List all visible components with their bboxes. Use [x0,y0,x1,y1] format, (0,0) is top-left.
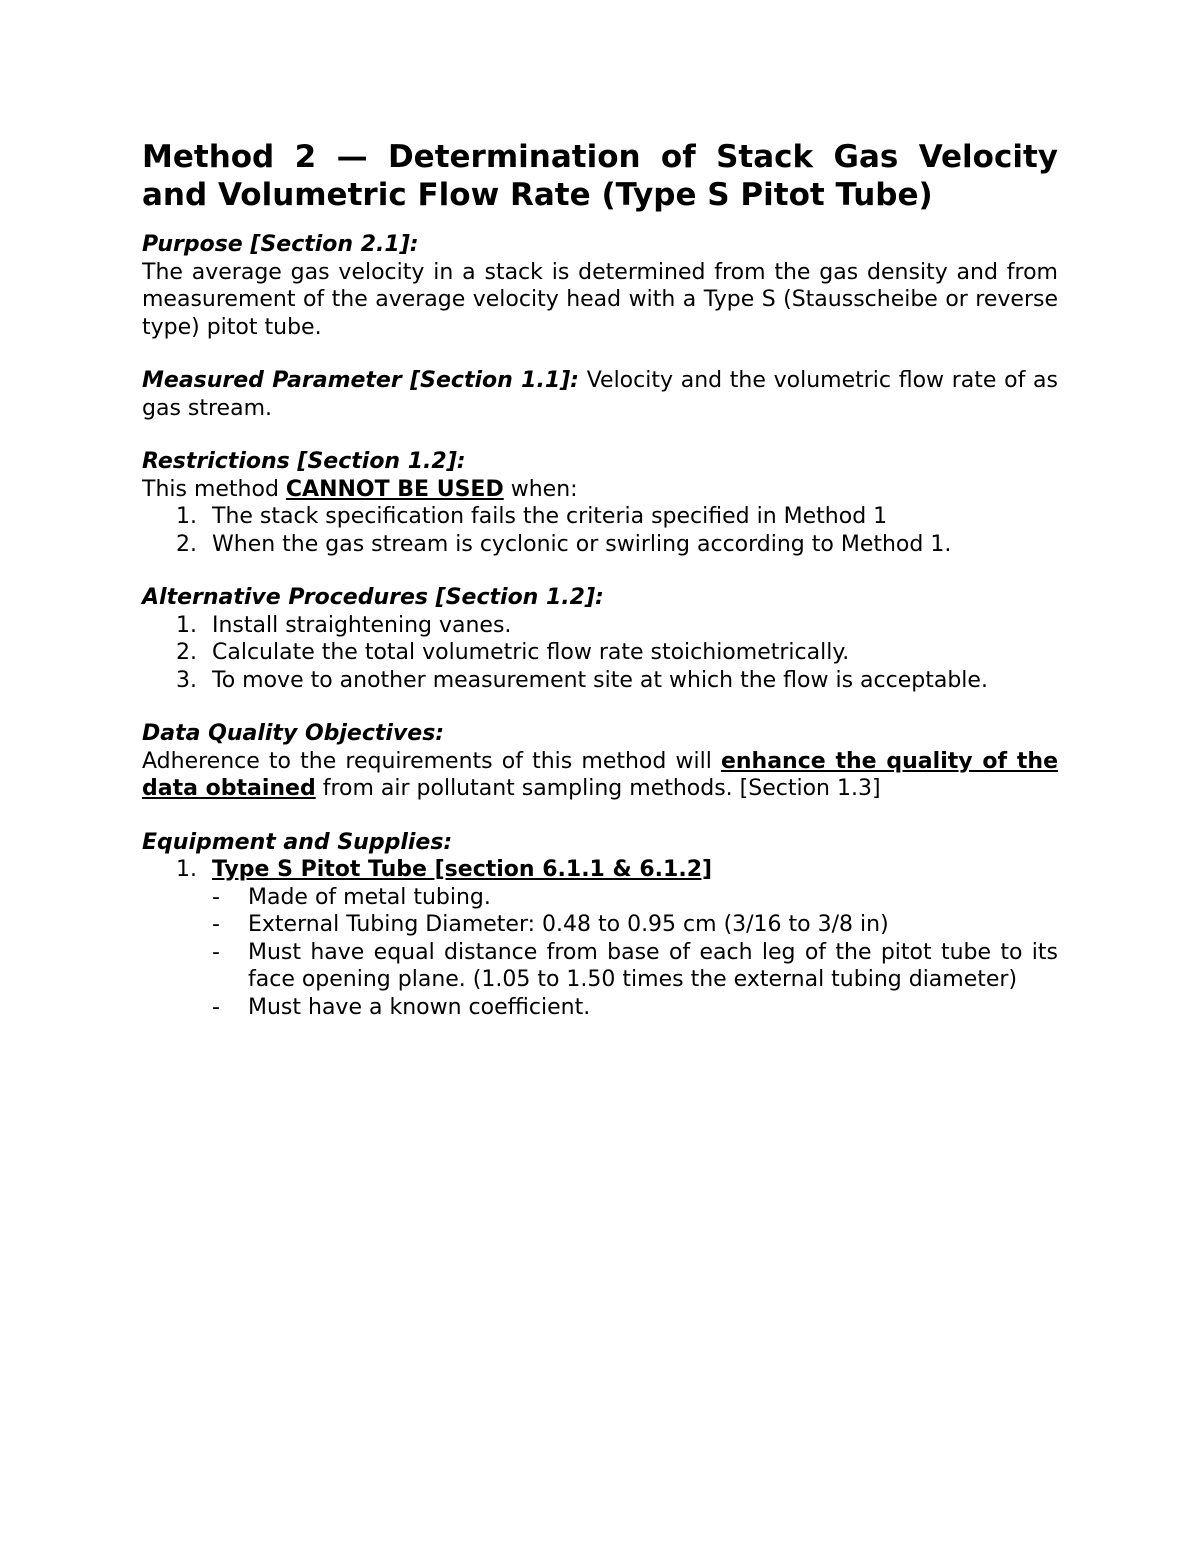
list-item [142,531,1058,559]
equipment-heading: Equipment and Supplies: [142,829,453,855]
equipment-section [142,829,1058,1022]
restrictions-intro-after: when: [503,476,578,502]
equipment-list [142,856,1058,1021]
data-quality-text-before: Adherence to the requirements of this method will [142,748,721,774]
list-item [142,612,1058,640]
bullet-item [142,911,1058,939]
dash-marker: - [212,939,220,965]
restrictions-heading: Restrictions [Section 1.2]: [142,449,466,474]
list-item [142,639,1058,667]
list-item-text: To move to another measurement site at which the flow is acceptable. [212,667,988,693]
list-number: 1. [176,612,197,638]
dash-marker: - [212,912,220,937]
equipment-item-title: Type S Pitot Tube [section 6.1.1 & 6.1.2] [212,857,713,882]
alternative-procedures-section [142,584,1058,694]
data-quality-text [142,748,1058,803]
dash-marker: - [212,994,220,1020]
document-title: Method 2 — Determination of Stack Gas Velocity and Volumetric Flow Rate (Type S Pitot Tube) [142,139,1058,213]
list-item-text: Calculate the total volumetric flow rate stoichiometrically. [212,640,850,665]
list-number: 2. [176,640,197,665]
bullet-text: Must have equal distance from base of each leg of the pitot tube to its face opening plane. (1.05 to 1.50 times the external tubing diameter) [248,939,1058,992]
document-body [142,138,1058,1047]
list-item-text: Install straightening vanes. [212,612,512,638]
list-number: 2. [176,531,197,557]
purpose-section [142,231,1058,341]
alternative-procedures-heading: Alternative Procedures [Section 1.2]: [142,585,604,610]
data-quality-section [142,720,1058,803]
list-item [142,856,1058,1021]
equipment-bullet-list [212,884,1058,1022]
list-number: 1. [176,857,197,882]
restrictions-section [142,448,1058,558]
bullet-text: Must have a known coefficient. [248,994,591,1020]
alternative-procedures-list [142,612,1058,695]
dash-marker: - [212,884,220,910]
purpose-heading: Purpose [Section 2.1]: [142,232,419,257]
data-quality-heading: Data Quality Objectives: [142,721,445,746]
restrictions-intro [142,476,1058,504]
bullet-text: External Tubing Diameter: 0.48 to 0.95 cm (3/16 to 3/8 in) [248,912,889,937]
list-item-text: When the gas stream is cyclonic or swirling according to Method 1. [212,531,952,557]
list-number: 1. [176,504,197,529]
restrictions-emphasis: CANNOT BE USED [285,476,504,502]
list-item [142,667,1058,695]
measured-parameter-heading: Measured Parameter [Section 1.1]: [142,368,579,393]
list-item-text: The stack specification fails the criteria specified in Method 1 [212,504,888,529]
restrictions-intro-before: This method [142,476,286,502]
data-quality-emphasis: enhance the quality of the data obtained [142,748,1058,801]
purpose-text: The average gas velocity in a stack is determined from the gas density and from measurement of the average velocity head with a Type S (Stausscheibe or reverse type) pitot tube. [142,259,1058,340]
measured-parameter-section [142,367,1058,422]
restrictions-list [142,503,1058,558]
measured-parameter-text: Velocity and the volumetric flow rate of as gas stream. [142,368,1058,421]
data-quality-text-after: from air pollutant sampling methods. [Section 1.3] [315,776,881,801]
bullet-item [142,884,1058,912]
list-number: 3. [176,667,197,693]
bullet-item [142,939,1058,994]
bullet-text: Made of metal tubing. [248,884,491,910]
bullet-item [142,994,1058,1022]
list-item [142,503,1058,531]
